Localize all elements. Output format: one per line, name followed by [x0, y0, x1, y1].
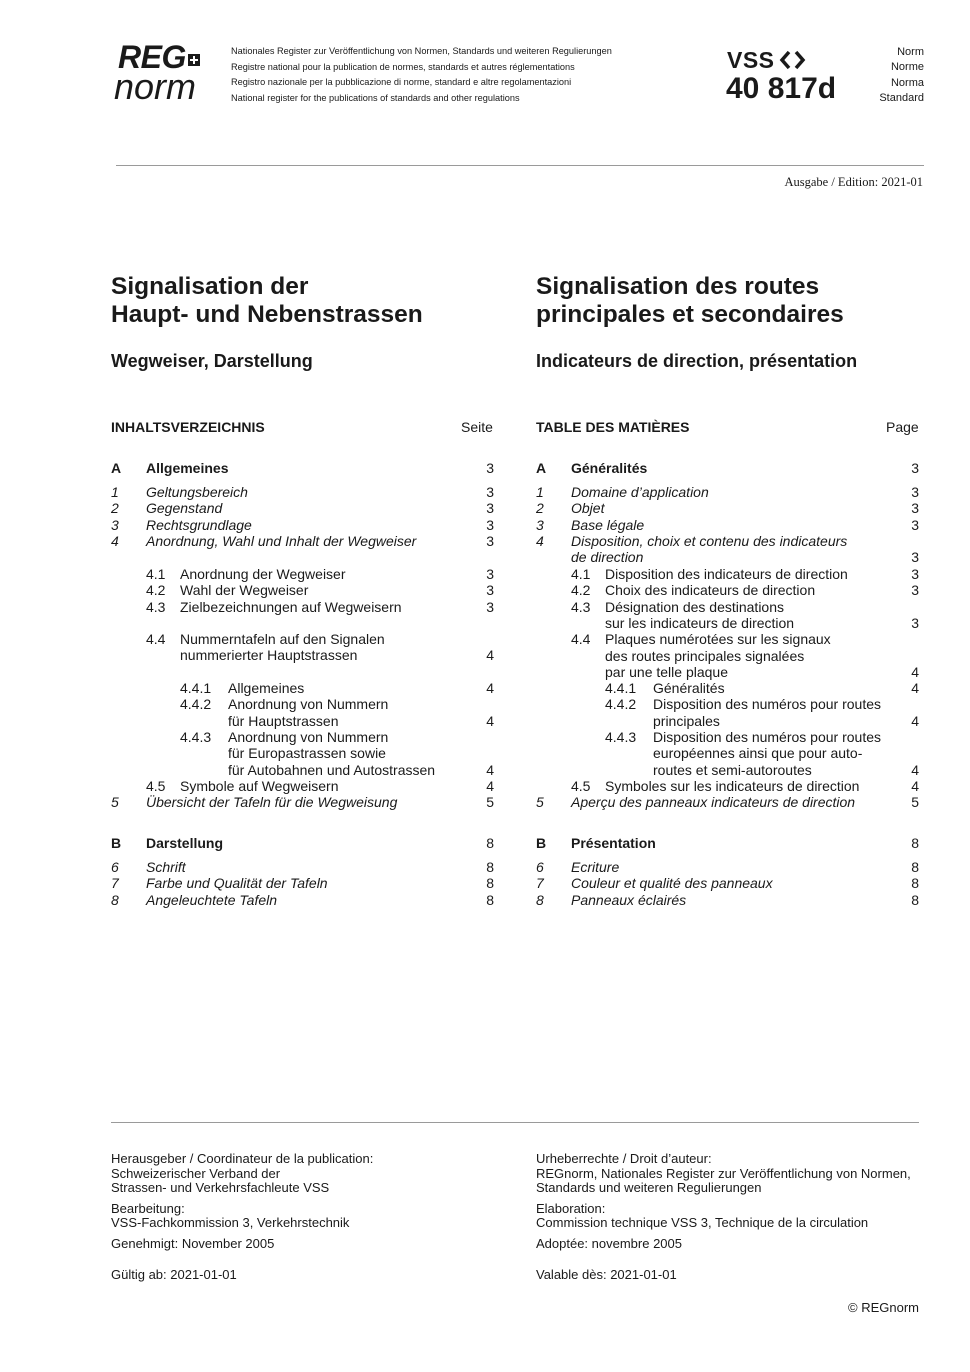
- toc-page-heading-fr: Page: [886, 419, 919, 435]
- toc-page-number: 5: [486, 794, 494, 811]
- toc-number: 4.5: [146, 778, 166, 794]
- toc-number: 6: [536, 859, 544, 875]
- toc-page-number: 4: [911, 712, 919, 729]
- toc-page-number: 3: [911, 516, 919, 533]
- toc-number: 3: [536, 516, 544, 533]
- toc-entry-title[interactable]: Aperçu des panneaux indicateurs de direction: [571, 794, 856, 811]
- toc-entry-title[interactable]: Gegenstand: [146, 500, 223, 517]
- title-fr-line1: Signalisation des routes: [536, 273, 820, 300]
- work-label-fr: Elaboration:: [536, 1200, 606, 1216]
- toc-number: 7: [536, 875, 544, 892]
- toc-entry-title[interactable]: Geltungsbereich: [146, 484, 248, 500]
- toc-number: 2: [536, 500, 544, 517]
- toc-page-number: 3: [486, 566, 494, 582]
- toc-number: 4.4: [146, 631, 166, 647]
- valid-de: Gültig ab: 2021-01-01: [111, 1267, 237, 1282]
- subtitle-fr: Indicateurs de direction, présentation: [536, 351, 858, 371]
- toc-entry-title[interactable]: européennes ainsi que pour auto-: [653, 745, 863, 762]
- toc-entry-title[interactable]: Choix des indicateurs de direction: [605, 582, 816, 599]
- approved-fr: Adoptée: novembre 2005: [536, 1235, 682, 1251]
- logo-norm-text: norm: [114, 66, 197, 107]
- toc-page-number: 4: [486, 712, 494, 729]
- swiss-cross-icon: [188, 54, 200, 66]
- toc-entry-title[interactable]: Ecriture: [571, 859, 620, 875]
- toc-number: 6: [111, 859, 119, 875]
- toc-page-number: 3: [486, 460, 494, 476]
- toc-page-number: 3: [486, 500, 494, 517]
- register-line-en: National register for the publications of standards and other regulations: [231, 92, 520, 103]
- footer-divider: [111, 1122, 919, 1123]
- toc-entry-title[interactable]: für Hauptstrassen: [228, 712, 339, 729]
- toc-entry-title[interactable]: Zielbezeichnungen auf Wegweisern: [180, 598, 402, 615]
- toc-entry-title[interactable]: Disposition des numéros pour routes: [653, 728, 882, 745]
- toc-entry-title[interactable]: Anordnung von Nummern: [228, 728, 389, 745]
- work-value-de: VSS-Fachkommission 3, Verkehrstechnik: [111, 1215, 350, 1230]
- toc-entry-title[interactable]: Rechtsgrundlage: [146, 516, 252, 533]
- toc-entry-title[interactable]: Schrift: [146, 859, 186, 875]
- toc-number: 4.4.2: [180, 696, 212, 713]
- toc-entry-title[interactable]: Anordnung der Wegweiser: [180, 566, 346, 582]
- toc-page-number: 3: [911, 614, 919, 631]
- toc-page-number: 8: [911, 891, 919, 908]
- toc-page-number: 3: [911, 549, 919, 566]
- toc-entry-title[interactable]: Allgemeines: [146, 460, 229, 476]
- toc-entry-title[interactable]: Présentation: [571, 835, 656, 851]
- register-line-it: Registro nazionale per la pubblicazione di norme, standard e altre regolamentazioni: [231, 77, 572, 87]
- title-fr-line2: principales et secondaires: [536, 301, 844, 328]
- toc-entry-title[interactable]: Farbe und Qualität der Tafeln: [146, 875, 328, 892]
- toc-page-number: 3: [911, 484, 919, 500]
- toc-entry-title[interactable]: Angeleuchtete Tafeln: [146, 891, 278, 908]
- toc-number: A: [536, 460, 547, 476]
- toc-number: 4.4.3: [180, 728, 212, 745]
- toc-number: 3: [111, 516, 119, 533]
- toc-entry-title[interactable]: Darstellung: [146, 835, 224, 851]
- title-de: [111, 273, 423, 329]
- valid-fr: Valable dès: 2021-01-01: [536, 1267, 677, 1282]
- publisher-line1: Schweizerischer Verband der: [111, 1165, 281, 1181]
- toc-entry-title[interactable]: für Autobahnen und Autostrassen: [228, 761, 436, 778]
- toc-number: 4.1: [571, 566, 591, 582]
- toc-page-number: 4: [911, 778, 919, 794]
- register-description: [231, 44, 612, 106]
- toc-entry-title[interactable]: Disposition, choix et contenu des indicateurs: [571, 532, 848, 549]
- toc-entry-title[interactable]: Wahl der Wegweiser: [180, 582, 309, 599]
- norm-word-en: Standard: [879, 91, 924, 104]
- toc-page-number: 8: [486, 875, 494, 892]
- toc-entry-title[interactable]: sur les indicateurs de direction: [605, 614, 795, 631]
- toc-page-number: 3: [486, 598, 494, 615]
- toc-number: 4: [111, 532, 119, 549]
- copyright-line1: REGnorm, Nationales Register zur Veröffentlichung von Normen,: [536, 1165, 911, 1181]
- toc-number: 4.4: [571, 631, 591, 648]
- toc-entry-title[interactable]: Disposition des numéros pour routes: [653, 696, 882, 713]
- toc-page-number: 3: [911, 566, 919, 582]
- edition-label: Ausgabe / Edition: 2021-01: [784, 175, 923, 189]
- title-de-line2: Haupt- und Nebenstrassen: [111, 301, 423, 328]
- toc-number: 5: [111, 794, 119, 811]
- toc-number: 7: [111, 875, 119, 892]
- register-line-de: Nationales Register zur Veröffentlichung von Normen, Standards und weiteren Regulierungen: [231, 46, 612, 56]
- toc-page-number: 5: [911, 794, 919, 811]
- toc-entry-title[interactable]: Objet: [571, 500, 605, 517]
- toc-number: B: [536, 835, 547, 851]
- toc-entry-title[interactable]: Anordnung, Wahl und Inhalt der Wegweiser: [146, 532, 417, 549]
- register-line-fr: Registre national pour la publication de normes, standards et autres réglementations: [231, 61, 575, 72]
- toc-entry-title[interactable]: Symbole auf Wegweisern: [180, 778, 339, 794]
- toc-entry-title[interactable]: Anordnung von Nummern: [228, 696, 389, 713]
- toc-number: 4: [536, 532, 544, 549]
- toc-number: B: [111, 835, 122, 851]
- toc-heading-de: INHALTSVERZEICHNIS: [111, 419, 265, 435]
- norm-word-de: Norm: [897, 46, 924, 58]
- copyright-line2: Standards und weiteren Regulierungen: [536, 1180, 762, 1195]
- toc-page-number: 4: [486, 647, 494, 664]
- toc-entry-title[interactable]: Panneaux éclairés: [571, 891, 687, 908]
- toc-entry-title[interactable]: Symboles sur les indicateurs de direction: [605, 778, 860, 794]
- toc-number: 4.2: [571, 582, 591, 599]
- document-number: 40 817d: [726, 72, 837, 105]
- toc-number: 4.3: [146, 598, 166, 615]
- header-divider: [116, 165, 924, 166]
- toc-entry-title[interactable]: Allgemeines: [228, 680, 305, 696]
- title-fr: [536, 273, 844, 329]
- toc-page-number: 3: [486, 582, 494, 599]
- toc-entry-title[interactable]: für Europastrassen sowie: [228, 745, 386, 762]
- toc-page-number: 4: [486, 680, 494, 696]
- toc-entry-title[interactable]: routes et semi-autoroutes: [653, 761, 812, 778]
- norm-word-fr: Norme: [890, 61, 924, 74]
- toc-number: 4.4.1: [180, 680, 212, 696]
- toc-page-heading-de: Seite: [461, 419, 493, 435]
- toc-page-number: 4: [486, 778, 494, 794]
- copyright-notice: © REGnorm: [848, 1300, 919, 1315]
- toc-entry-title[interactable]: Disposition des indicateurs de direction: [605, 566, 848, 582]
- toc-number: 4.4.1: [605, 680, 637, 696]
- toc-page-number: 4: [911, 761, 919, 778]
- toc-page-number: 3: [486, 516, 494, 533]
- toc-entry-title[interactable]: Couleur et qualité des panneaux: [571, 875, 773, 892]
- toc-page-number: 8: [911, 875, 919, 892]
- toc-number: 4.4.3: [605, 728, 637, 745]
- toc-number: 8: [536, 891, 544, 908]
- toc-entry-title[interactable]: Généralités: [571, 460, 648, 476]
- toc-entry-title[interactable]: Généralités: [653, 680, 725, 696]
- toc-page-number: 3: [911, 460, 919, 476]
- toc-page-number: 4: [911, 663, 919, 680]
- toc-entry-title[interactable]: Désignation des destinations: [605, 598, 785, 615]
- norm-type-list: [879, 45, 924, 106]
- toc-number: 4.5: [571, 778, 591, 794]
- toc-entry-title[interactable]: Domaine d’application: [571, 484, 709, 500]
- toc-number: 4.1: [146, 566, 166, 582]
- logo-reg-text: REG: [118, 39, 186, 75]
- toc-page-number: 8: [486, 891, 494, 908]
- publisher-label: Herausgeber / Coordinateur de la publication:: [111, 1151, 374, 1166]
- copyright-label: Urheberrechte / Droit d’auteur:: [536, 1151, 712, 1166]
- toc-number: 4.4.2: [605, 696, 637, 713]
- toc-page-number: 8: [486, 835, 494, 851]
- toc-page-number: 8: [911, 859, 919, 875]
- toc-page-number: 3: [911, 500, 919, 517]
- toc-page-number: 3: [911, 582, 919, 599]
- publisher-line2: Strassen- und Verkehrsfachleute VSS: [111, 1180, 330, 1195]
- footer-right: [536, 1152, 911, 1251]
- vss-logo-text: VSS: [727, 47, 775, 73]
- subtitle-de: Wegweiser, Darstellung: [111, 351, 313, 371]
- toc-number: 2: [111, 500, 119, 517]
- toc-number: 5: [536, 794, 544, 811]
- toc-heading-fr: TABLE DES MATIÈRES: [536, 419, 690, 435]
- toc-number: A: [111, 460, 122, 476]
- norm-word-it: Norma: [890, 76, 924, 89]
- toc-entry-title[interactable]: Nummerntafeln auf den Signalen: [180, 631, 385, 647]
- toc-entry-title[interactable]: Übersicht der Tafeln für die Wegweisung: [146, 794, 398, 811]
- toc-page-number: 3: [486, 532, 494, 549]
- toc-entry-title[interactable]: Plaques numérotées sur les signaux: [605, 631, 831, 648]
- toc-number: 4.2: [146, 582, 166, 599]
- vss-logo: [727, 46, 807, 72]
- toc-entry-title[interactable]: nummerierter Hauptstrassen: [180, 647, 358, 664]
- toc-page-number: 8: [486, 859, 494, 875]
- title-de-line1: Signalisation der: [111, 273, 309, 300]
- footer-left: [111, 1152, 373, 1251]
- toc-entry-title[interactable]: Base légale: [571, 516, 645, 533]
- toc-page-number: 4: [911, 680, 919, 696]
- vss-chevrons-icon: [779, 49, 807, 71]
- toc-entry-title[interactable]: principales: [653, 712, 720, 729]
- toc-number: 8: [111, 891, 119, 908]
- toc-entry-title[interactable]: par une telle plaque: [605, 663, 728, 680]
- work-value-fr: Commission technique VSS 3, Technique de la circulation: [536, 1215, 869, 1230]
- approved-de: Genehmigt: November 2005: [111, 1235, 275, 1251]
- toc-page-number: 4: [486, 761, 494, 778]
- toc-number: 1: [536, 484, 544, 500]
- toc-entry-title[interactable]: de direction: [571, 549, 644, 566]
- toc-number: 1: [111, 484, 119, 500]
- work-label-de: Bearbeitung:: [111, 1200, 185, 1216]
- toc-page-number: 8: [911, 835, 919, 851]
- toc-number: 4.3: [571, 598, 591, 615]
- toc-page-number: 3: [486, 484, 494, 500]
- toc-entry-title[interactable]: des routes principales signalées: [605, 647, 805, 664]
